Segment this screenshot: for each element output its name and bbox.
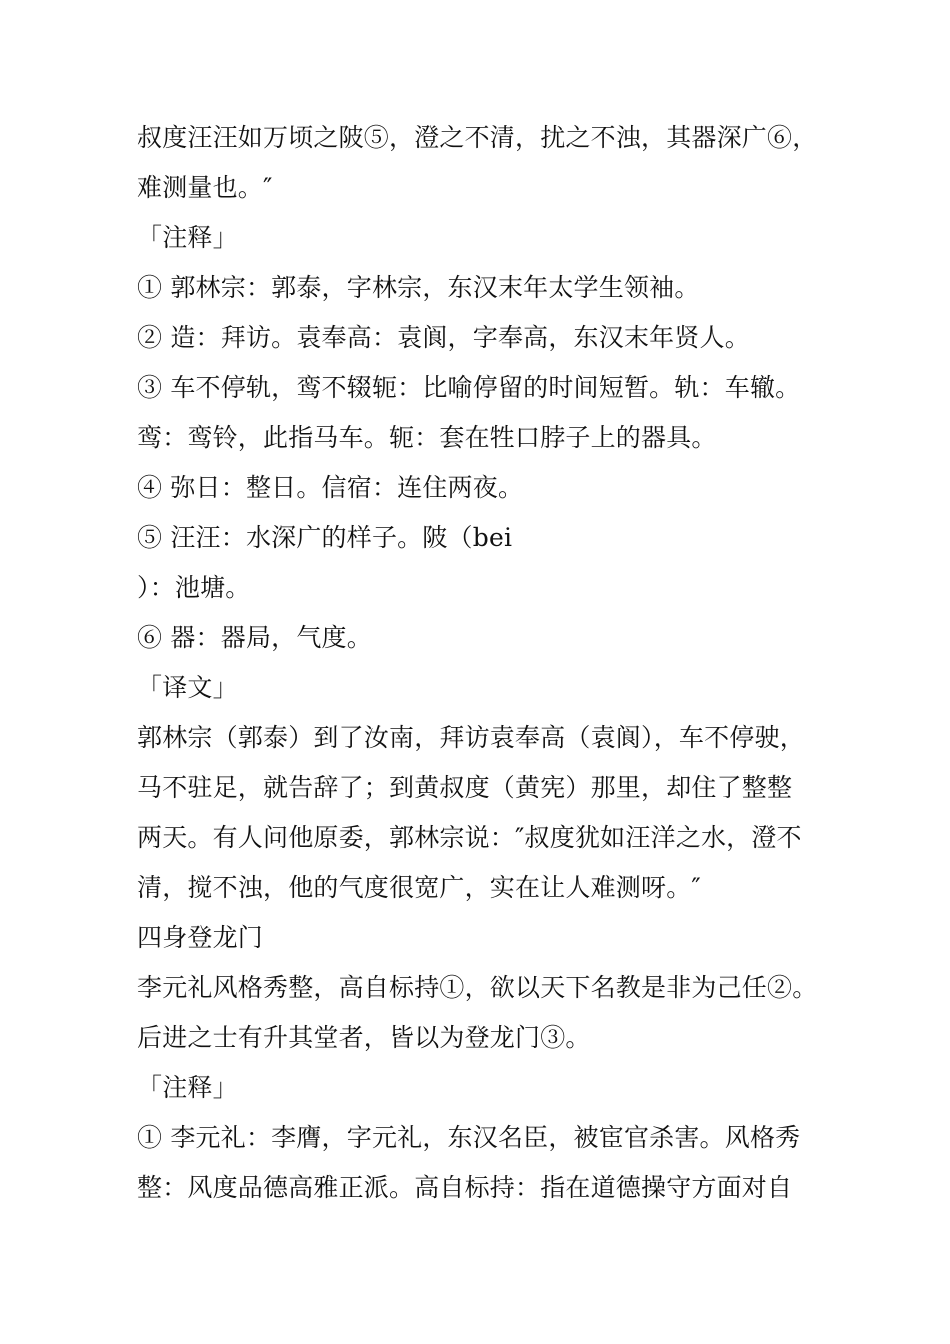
text-line: 马不驻足，就告辞了；到黄叔度（黄宪）那里，却住了整整: [137, 773, 793, 802]
section-heading-translation: 「译文」: [137, 673, 238, 702]
footnote-line: ① 郭林宗：郭泰，字林宗，东汉末年太学生领袖。: [137, 273, 700, 302]
footnote-line: ④ 弥日：整日。信宿：连住两夜。: [137, 473, 524, 502]
footnote-line: ⑥ 器：器局，气度。: [137, 623, 372, 652]
text-line: 叔度汪汪如万顷之陂⑤，澄之不清，扰之不浊，其器深广⑥，: [137, 123, 818, 152]
text-line: 两天。有人问他原委，郭林宗说：″叔度犹如汪洋之水，澄不: [137, 823, 802, 852]
text-line: 郭林宗（郭泰）到了汝南，拜访袁奉高（袁阆），车不停驶，: [137, 723, 805, 752]
footnote-line: ② 造：拜访。袁奉高：袁阆，字奉高，东汉末年贤人。: [137, 323, 750, 352]
text-line: 李元礼风格秀整，高自标持①，欲以天下名教是非为己任②。: [137, 973, 818, 1002]
text-line: 后进之士有升其堂者，皆以为登龙门③。: [137, 1023, 591, 1052]
document-page: [137, 113, 827, 1213]
footnote-line: ① 李元礼：李膺，字元礼，东汉名臣，被宦官杀害。风格秀: [137, 1123, 801, 1152]
story-title: 四身登龙门: [137, 923, 264, 952]
text-line: 清，搅不浊，他的气度很宽广，实在让人难测呀。″: [137, 873, 701, 902]
section-heading-notes: 「注释」: [137, 1073, 238, 1102]
footnote-line: ③ 车不停轨，鸾不辍轭：比喻停留的时间短暂。轨：车辙。: [137, 373, 801, 402]
footnote-line: ）：池塘。: [137, 573, 251, 602]
text-line: 难测量也。″: [137, 173, 273, 202]
section-heading-notes: 「注释」: [137, 223, 238, 252]
footnote-line: ⑤ 汪汪：水深广的样子。陂（bei: [137, 523, 513, 552]
footnote-line: 鸾：鸾铃，此指马车。轭：套在牲口脖子上的器具。: [137, 423, 717, 452]
footnote-line: 整：风度品德高雅正派。高自标持：指在道德操守方面对自: [137, 1173, 793, 1202]
